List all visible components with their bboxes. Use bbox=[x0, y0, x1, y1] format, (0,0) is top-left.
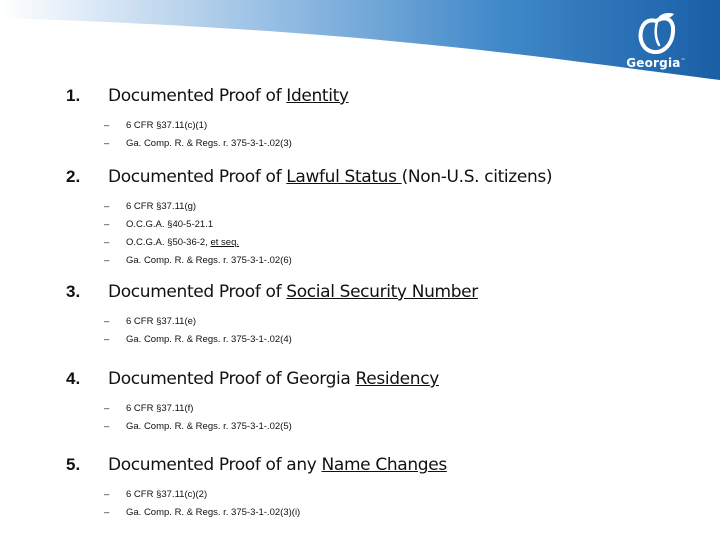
citation-main: Ga. Comp. R. & Regs. r. 375-3-1-.02(3)(i) bbox=[126, 507, 301, 518]
citation-text bbox=[126, 234, 239, 252]
citation-main: Ga. Comp. R. & Regs. r. 375-3-1-.02(6) bbox=[126, 255, 292, 266]
dash-bullet: – bbox=[104, 255, 110, 266]
heading-underlined-term: Name Changes bbox=[321, 455, 447, 475]
citation-main: Ga. Comp. R. & Regs. r. 375-3-1-.02(3) bbox=[126, 138, 292, 149]
citation-text bbox=[126, 135, 292, 153]
heading-text: Documented Proof of Georgia bbox=[108, 369, 356, 389]
dash-bullet: – bbox=[104, 219, 110, 230]
item-heading bbox=[108, 455, 447, 475]
item-number: 3. bbox=[66, 282, 81, 301]
dash-bullet: – bbox=[104, 138, 110, 149]
citation-text bbox=[126, 198, 196, 216]
citation-text bbox=[126, 252, 292, 270]
heading-suffix: (Non-U.S. citizens) bbox=[401, 167, 553, 187]
logo-wordmark: Georgia™ bbox=[626, 56, 686, 70]
dash-bullet: – bbox=[104, 237, 110, 248]
dash-bullet: – bbox=[104, 403, 110, 414]
citation-text bbox=[126, 400, 193, 418]
citation-text bbox=[126, 313, 196, 331]
heading-underlined-term: Lawful Status bbox=[286, 167, 402, 187]
citation-main: 6 CFR §37.11(f) bbox=[126, 403, 194, 414]
item-number: 5. bbox=[66, 455, 81, 474]
heading-underlined-term: Social Security Number bbox=[286, 282, 478, 302]
dash-bullet: – bbox=[104, 421, 110, 432]
dash-bullet: – bbox=[104, 120, 110, 131]
heading-text: Documented Proof of bbox=[108, 86, 287, 106]
dash-bullet: – bbox=[104, 201, 110, 212]
heading-text: Documented Proof of bbox=[108, 167, 287, 187]
heading-text: Documented Proof of any bbox=[108, 455, 322, 475]
citation-main: Ga. Comp. R. & Regs. r. 375-3-1-.02(4) bbox=[126, 334, 292, 345]
item-heading bbox=[108, 86, 349, 106]
dash-bullet: – bbox=[104, 316, 110, 327]
citation-main: 6 CFR §37.11(e) bbox=[126, 316, 197, 327]
heading-text: Documented Proof of bbox=[108, 282, 287, 302]
item-heading bbox=[108, 167, 552, 187]
citation-text bbox=[126, 486, 207, 504]
item-number: 4. bbox=[66, 369, 81, 388]
item-heading bbox=[108, 282, 478, 302]
citation-underlined: et seq. bbox=[210, 237, 240, 248]
citation-main: Ga. Comp. R. & Regs. r. 375-3-1-.02(5) bbox=[126, 421, 292, 432]
dash-bullet: – bbox=[104, 507, 110, 518]
citation-main: 6 CFR §37.11(c)(2) bbox=[126, 489, 208, 500]
dash-bullet: – bbox=[104, 489, 110, 500]
citation-text bbox=[126, 117, 207, 135]
item-number: 2. bbox=[66, 167, 81, 186]
citation-text bbox=[126, 216, 213, 234]
dash-bullet: – bbox=[104, 334, 110, 345]
citation-main: O.C.G.A. §50-36-2, bbox=[126, 237, 211, 248]
citation-main: O.C.G.A. §40-5-21.1 bbox=[126, 219, 214, 230]
item-heading bbox=[108, 369, 439, 389]
item-number: 1. bbox=[66, 86, 81, 105]
citation-main: 6 CFR §37.11(g) bbox=[126, 201, 197, 212]
citation-text bbox=[126, 331, 292, 349]
citation-main: 6 CFR §37.11(c)(1) bbox=[126, 120, 208, 131]
citation-text bbox=[126, 418, 292, 436]
citation-text bbox=[126, 504, 300, 522]
heading-underlined-term: Residency bbox=[355, 369, 439, 389]
heading-underlined-term: Identity bbox=[286, 86, 349, 106]
